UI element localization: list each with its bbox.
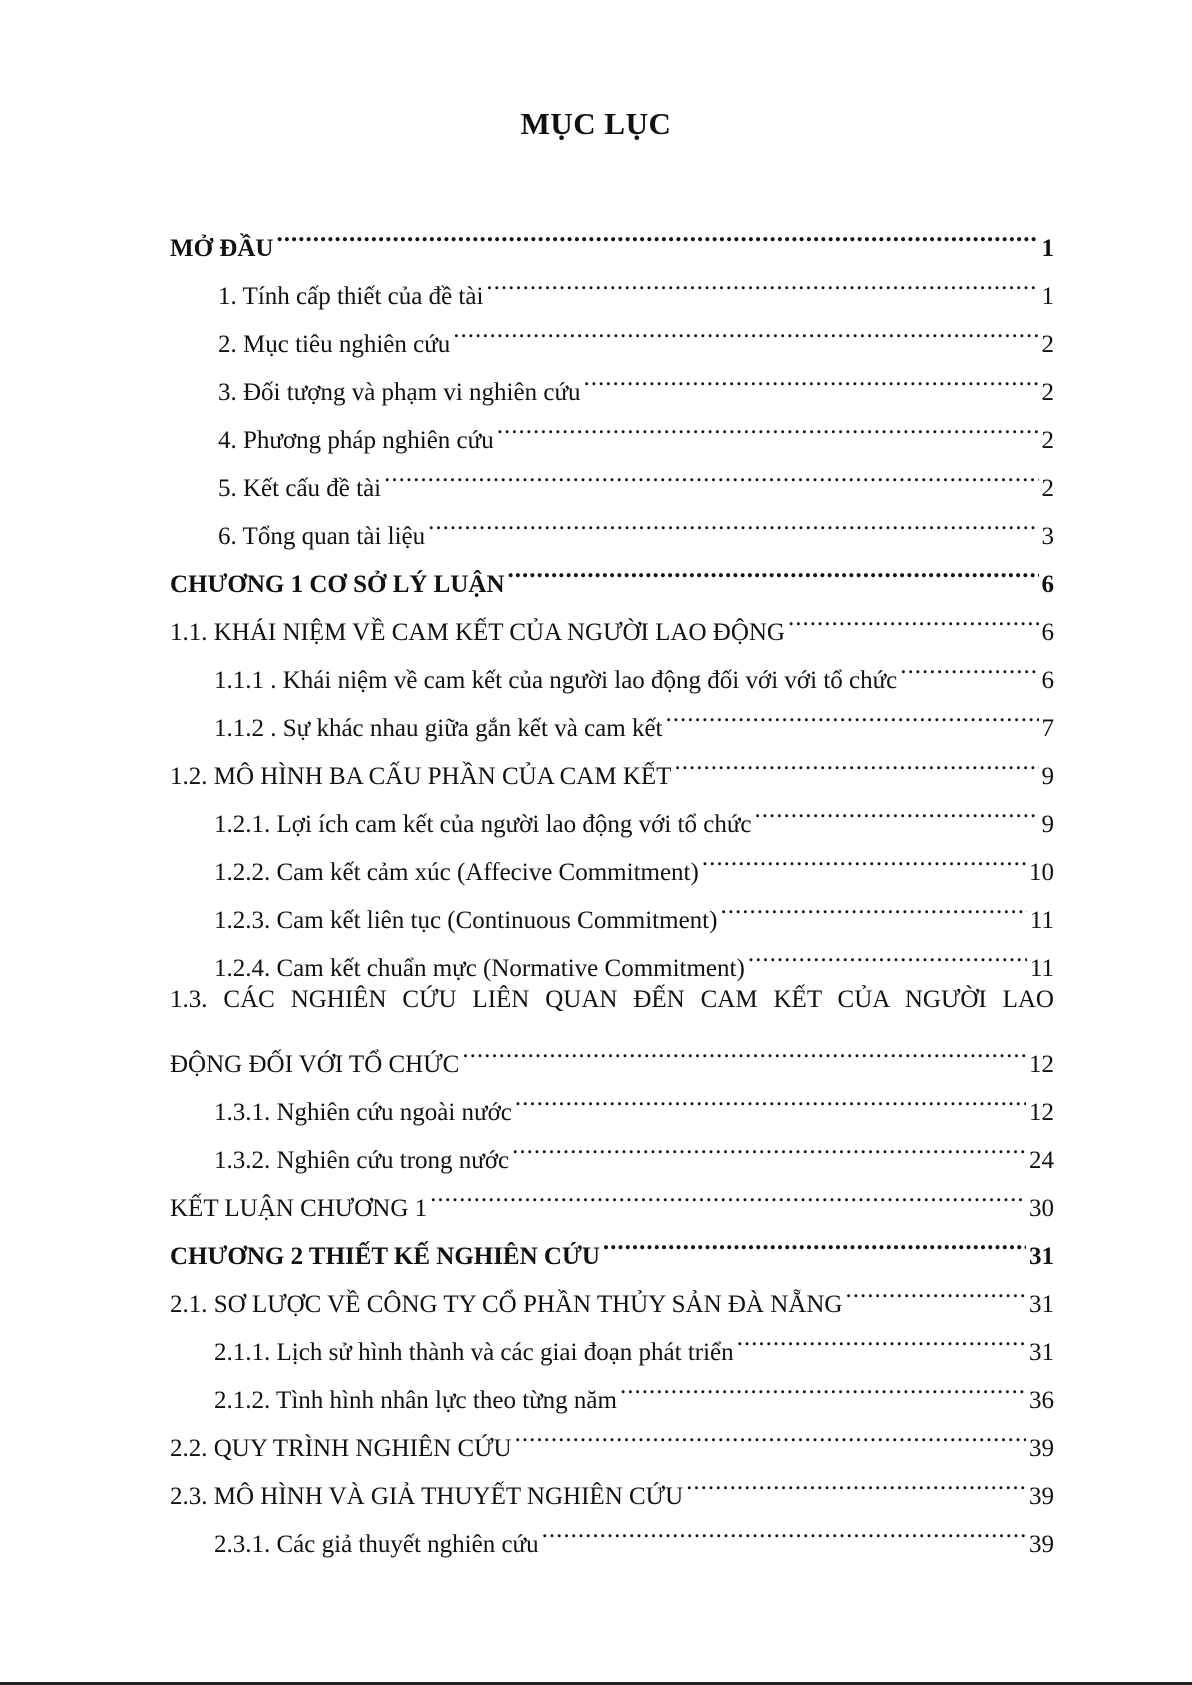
toc-entry-page: 3 (1041, 523, 1054, 550)
dot-leader (508, 544, 1039, 592)
dot-leader (788, 592, 1039, 640)
toc-entry-label: 2.2. QUY TRÌNH NGHIÊN CỨU (170, 1435, 512, 1462)
toc-entry-label: 1.1. KHÁI NIỆM VỀ CAM KẾT CỦA NGƯỜI LAO ĐỘNG (170, 619, 785, 646)
toc-entry-label: MỞ ĐẦU (170, 235, 274, 262)
dot-leader (430, 1168, 1026, 1216)
dot-leader (603, 1216, 1026, 1264)
toc-entry-page: 2 (1041, 475, 1054, 502)
toc-entry-label: 6. Tổng quan tài liệu (218, 523, 426, 550)
toc-entry[interactable] (170, 256, 1054, 310)
dot-leader (515, 1072, 1026, 1120)
toc-entry-label: 2.1.1. Lịch sử hình thành và các giai đoạn phát triển (214, 1339, 734, 1366)
toc-entry-page: 24 (1029, 1147, 1054, 1174)
dot-leader (754, 784, 1038, 832)
toc-title: MỤC LỤC (520, 106, 672, 141)
toc-entry-page: 9 (1041, 811, 1054, 838)
toc-entry-page: 31 (1029, 1243, 1054, 1270)
table-of-contents (170, 208, 1054, 1558)
toc-entry-label: 1. Tính cấp thiết của đề tài (218, 283, 484, 310)
dot-leader (620, 1360, 1026, 1408)
dot-leader (428, 496, 1038, 544)
toc-entry-page: 6 (1041, 619, 1054, 646)
toc-entry-page: 12 (1029, 1099, 1054, 1126)
dot-leader (453, 304, 1038, 352)
dot-leader (584, 352, 1039, 400)
toc-entry-label: KẾT LUẬN CHƯƠNG 1 (170, 1195, 428, 1222)
dot-leader (512, 1120, 1026, 1168)
toc-entry-page: 1 (1041, 283, 1054, 310)
toc-entry-page: 39 (1029, 1435, 1054, 1462)
dot-leader (720, 880, 1026, 928)
dot-leader (486, 256, 1038, 304)
toc-entry-label: 2.1.2. Tình hình nhân lực theo từng năm (214, 1387, 617, 1414)
toc-entry-label: 1.2.3. Cam kết liên tục (Continuous Commitment) (214, 907, 718, 934)
dot-leader (462, 1024, 1026, 1072)
toc-entry-page: 30 (1029, 1195, 1054, 1222)
toc-entry-label: 4. Phương pháp nghiên cứu (218, 427, 494, 454)
toc-entry-page: 39 (1029, 1531, 1054, 1558)
toc-entry-page: 11 (1029, 907, 1054, 934)
toc-entry-page: 6 (1041, 571, 1054, 598)
toc-entry-page: 6 (1041, 667, 1054, 694)
toc-entry-label: 1.3.1. Nghiên cứu ngoài nước (214, 1099, 512, 1126)
toc-entry[interactable] (170, 208, 1054, 262)
dot-leader (748, 928, 1027, 976)
toc-entry-label: 1.2.1. Lợi ích cam kết của người lao động với tổ chức (214, 811, 752, 838)
toc-entry-label: 1.1.2 . Sự khác nhau giữa gắn kết và cam kết (214, 715, 663, 742)
toc-entry-label: 1.2.4. Cam kết chuẩn mực (Normative Commitment) (214, 955, 745, 982)
toc-entry-page: 1 (1041, 235, 1054, 262)
toc-entry-page: 36 (1029, 1387, 1054, 1414)
toc-entry-page: 2 (1041, 379, 1054, 406)
toc-entry-page: 11 (1029, 955, 1054, 982)
toc-entry-label: 2.1. SƠ LƯỢC VỀ CÔNG TY CỔ PHẦN THỦY SẢN ĐÀ NẴNG (170, 1291, 843, 1318)
toc-entry-label: 2.3. MÔ HÌNH VÀ GIẢ THUYẾT NGHIÊN CỨU (170, 1483, 684, 1510)
dot-leader (542, 1504, 1026, 1552)
toc-entry-page: 31 (1029, 1291, 1054, 1318)
dot-leader (845, 1264, 1026, 1312)
dot-leader (497, 400, 1039, 448)
toc-entry-label: 1.2. MÔ HÌNH BA CẤU PHẦN CỦA CAM KẾT (170, 763, 672, 790)
dot-leader (666, 688, 1039, 736)
dot-leader (515, 1408, 1026, 1456)
dot-leader (702, 832, 1026, 880)
toc-entry-label: 5. Kết cấu đề tài (218, 475, 382, 502)
dot-leader (686, 1456, 1026, 1504)
toc-entry-page: 39 (1029, 1483, 1054, 1510)
toc-entry[interactable] (170, 1024, 1054, 1078)
toc-entry-label: 2. Mục tiêu nghiên cứu (218, 331, 451, 358)
toc-entry-label: 1.2.2. Cam kết cảm xúc (Affecive Commitment) (214, 859, 699, 886)
dot-leader (384, 448, 1038, 496)
dot-leader (900, 640, 1038, 688)
toc-entry-label: CHƯƠNG 2 THIẾT KẾ NGHIÊN CỨU (170, 1243, 600, 1270)
toc-entry-label: 1.1.1 . Khái niệm về cam kết của người lao động đối với với tổ chức (214, 667, 898, 694)
dot-leader (674, 736, 1038, 784)
dot-leader (276, 208, 1038, 256)
toc-entry-page: 12 (1029, 1051, 1054, 1078)
toc-entry-page: 7 (1041, 715, 1054, 742)
toc-entry-label: 1.3.2. Nghiên cứu trong nước (214, 1147, 510, 1174)
toc-entry-page: 10 (1029, 859, 1054, 886)
dot-leader (737, 1312, 1026, 1360)
toc-entry-label: 2.3.1. Các giả thuyết nghiên cứu (214, 1531, 539, 1558)
toc-entry-page: 2 (1041, 427, 1054, 454)
toc-entry-page: 2 (1041, 331, 1054, 358)
toc-entry-wrapped-first-line[interactable]: 1.3. CÁC NGHIÊN CỨU LIÊN QUAN ĐẾN CAM KẾT CỦA NGƯỜI LAO (170, 986, 1054, 1013)
toc-entry-page: 9 (1041, 763, 1054, 790)
toc-entry-label: ĐỘNG ĐỐI VỚI TỔ CHỨC (170, 1051, 460, 1078)
toc-entry-label: CHƯƠNG 1 CƠ SỞ LÝ LUẬN (170, 571, 505, 598)
toc-entry-label: 3. Đối tượng và phạm vi nghiên cứu (218, 379, 581, 406)
toc-entry-page: 31 (1029, 1339, 1054, 1366)
